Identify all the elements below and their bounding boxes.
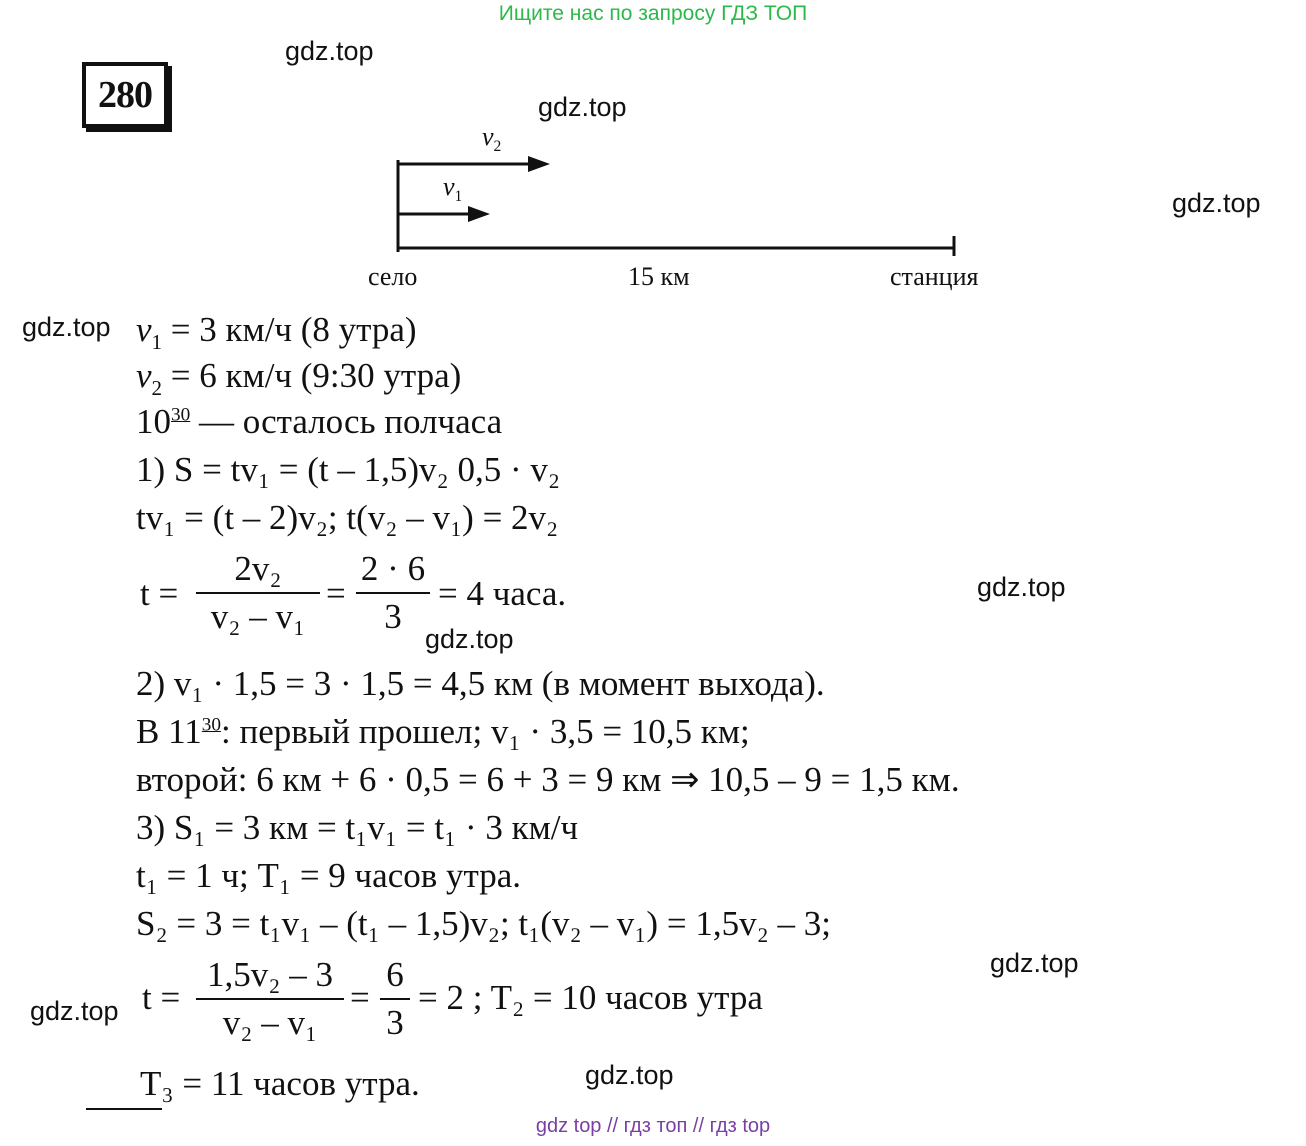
fraction-1: 2v₂ v₂ – v₁ <box>196 548 320 638</box>
watermark: gdz.top <box>1172 188 1261 218</box>
v2-arrowhead <box>528 156 550 172</box>
step-3-t3: T₃ = 11 часов утра. <box>140 1064 420 1103</box>
step-3-line: 3) S₁ = 3 км = t₁v₁ = t₁ · 3 км/ч <box>136 808 579 847</box>
end-label: станция <box>890 262 979 291</box>
footer-links: gdz top // гдз топ // гдз top <box>535 1115 771 1137</box>
watermark: gdz.top <box>425 624 514 654</box>
step-3-s2: S₂ = 3 = t₁v₁ – (t₁ – 1,5)v₂; t₁(v₂ – v₁) = 1,5v₂ – 3; <box>136 904 831 943</box>
step-2-line: 2) v₁ · 1,5 = 3 · 1,5 = 4,5 км (в момент выхода). <box>136 664 825 703</box>
watermark: gdz.top <box>285 36 374 66</box>
fraction-2-lhs: t = <box>142 978 181 1017</box>
problem-number: 280 <box>82 62 168 128</box>
watermark: gdz.top <box>990 948 1079 978</box>
watermark: gdz.top <box>30 996 119 1026</box>
given-v2: $v_2 = 6$ км/ч (9:30 утра) <box>136 356 462 400</box>
watermark: gdz.top <box>22 312 111 342</box>
fraction-1b: 2 · 6 3 <box>356 548 430 638</box>
watermark: gdz.top <box>538 92 627 122</box>
remaining-time: $10^{30}$ — осталось полчаса <box>136 402 503 441</box>
step-2-second: второй: 6 км + 6 · 0,5 = 6 + 3 = 9 км ⇒ 10,5 – 9 = 1,5 км. <box>136 760 960 799</box>
fraction-1-lhs: t = <box>140 574 179 613</box>
fraction-1-result: = 4 часа. <box>438 574 567 613</box>
fraction-1-eq: = <box>326 574 346 613</box>
start-label: село <box>368 262 418 291</box>
fraction-2: 1,5v₂ – 3 v₂ – v₁ <box>196 954 344 1044</box>
step-3-t1: t₁ = 1 ч; T₁ = 9 часов утра. <box>136 856 522 895</box>
fraction-2-result: = 2 ; T₂ = 10 часов утра <box>418 978 763 1017</box>
fraction-2b: 6 3 <box>380 954 410 1044</box>
step-1-derivation: tv₁ = (t – 2)v₂; t(v₂ – v₁) = 2v₂ <box>136 498 559 537</box>
v2-label: $v_2$ <box>482 122 502 156</box>
watermark: gdz.top <box>585 1060 674 1090</box>
watermark: gdz.top <box>977 572 1066 602</box>
v1-arrowhead <box>468 206 490 222</box>
search-banner: Ищите нас по запросу ГДЗ ТОП <box>498 2 808 25</box>
end-rule <box>86 1108 162 1110</box>
fraction-2-eq: = <box>350 978 370 1017</box>
v1-label: $v_1$ <box>443 172 463 206</box>
given-v1: $v_1 = 3$ км/ч (8 утра) <box>136 310 417 354</box>
motion-diagram <box>380 120 1020 260</box>
distance-label: 15 км <box>628 262 690 291</box>
step-1-equation: 1) S = tv₁ = (t – 1,5)v₂ 0,5 · v₂ <box>136 450 561 489</box>
step-2-first: В $11^{30}$: первый прошел; v₁ · 3,5 = 10,5 км; <box>136 712 750 751</box>
